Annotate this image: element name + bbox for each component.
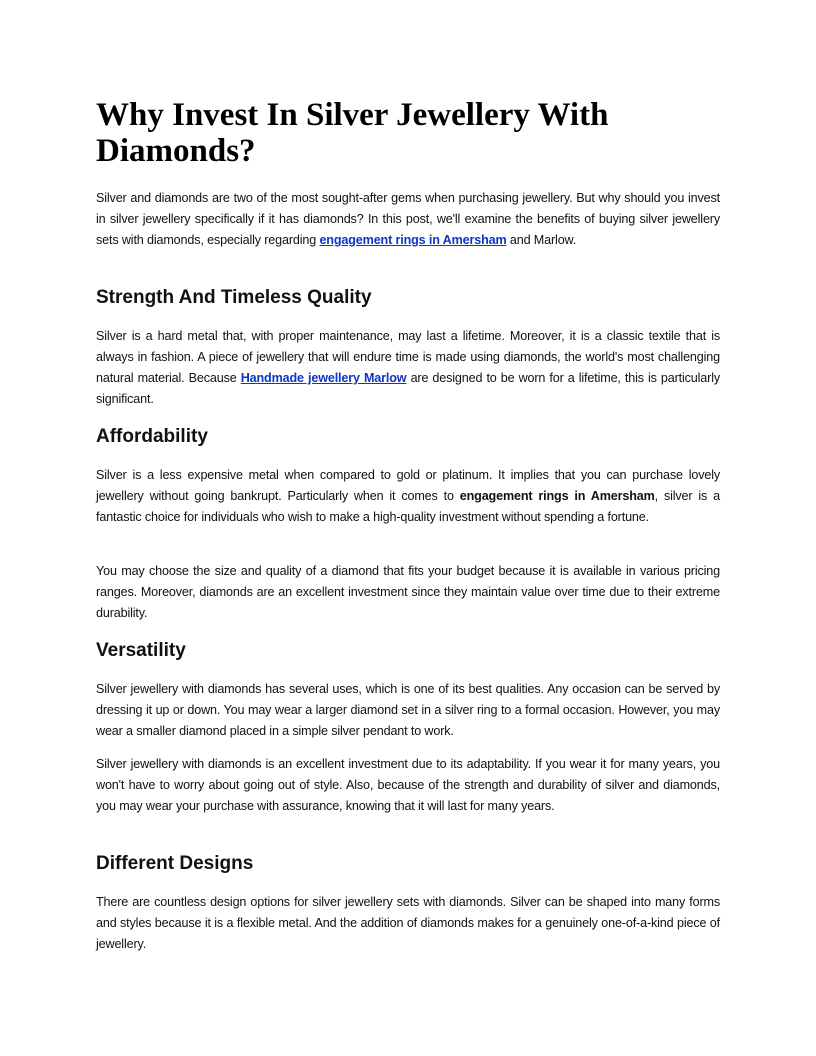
intro-paragraph [96,188,720,251]
affordability-bold-keyword: engagement rings in Amersham [459,489,655,503]
heading-strength: Strength And Timeless Quality [96,287,372,308]
affordability-text-end: , silver is a fantastic choice for individuals who wish to make a high-quality investment without spending a fortune. [96,489,720,524]
strength-text-end: are designed to be worn for a lifetime, this is particularly significant. [96,371,720,406]
heading-different-designs: Different Designs [96,853,254,874]
heading-versatility: Versatility [96,640,186,661]
strength-paragraph [96,326,720,410]
affordability-paragraph-1 [96,465,720,528]
page-title: Why Invest In Silver Jewellery With Diamonds? [96,97,609,169]
versatility-paragraph-1: Silver jewellery with diamonds has several uses, which is one of its best qualities. Any occasion can be served by dressing it up or down. You may wear a larger diamond set in a silver ring to a formal occasion. However, you may wear a smaller diamond placed in a simple silver pendant to work. [96,682,720,738]
affordability-paragraph-2: You may choose the size and quality of a diamond that fits your budget because it is available in various pricing ranges. Moreover, diamonds are an excellent investment since they maintain value over time due to their extreme durability. [96,564,720,620]
intro-text-end: and Marlow. [506,233,577,247]
engagement-rings-link[interactable]: engagement rings in Amersham [319,233,507,247]
designs-paragraph: There are countless design options for silver jewellery sets with diamonds. Silver can be shaped into many forms and styles because it is a flexible metal. And the addition of diamonds makes for a genuinely one-of-a-kind piece of jewellery. [96,895,720,951]
intro-text: Silver and diamonds are two of the most sought-after gems when purchasing jewellery. But why should you invest in silver jewellery specifically if it has diamonds? In this post, we'll examine the benefits of buying silver jewellery sets with diamonds, especially regarding [96,191,720,247]
handmade-jewellery-link[interactable]: Handmade jewellery Marlow [240,371,407,385]
heading-affordability: Affordability [96,426,208,447]
versatility-paragraph-2: Silver jewellery with diamonds is an excellent investment due to its adaptability. If you wear it for many years, you won't have to worry about going out of style. Also, because of the strength and durability of silver and diamonds, you may wear your purchase with assurance, knowing that it will last for many years. [96,757,720,813]
affordability-text: Silver is a less expensive metal when compared to gold or platinum. It implies that you can purchase lovely jewellery without going bankrupt. Particularly when it comes to [96,468,720,503]
strength-text: Silver is a hard metal that, with proper maintenance, may last a lifetime. Moreover, it is a classic textile that is always in fashion. A piece of jewellery that will endure time is made using diamonds, the world's most challenging natural material. Because [96,329,720,385]
